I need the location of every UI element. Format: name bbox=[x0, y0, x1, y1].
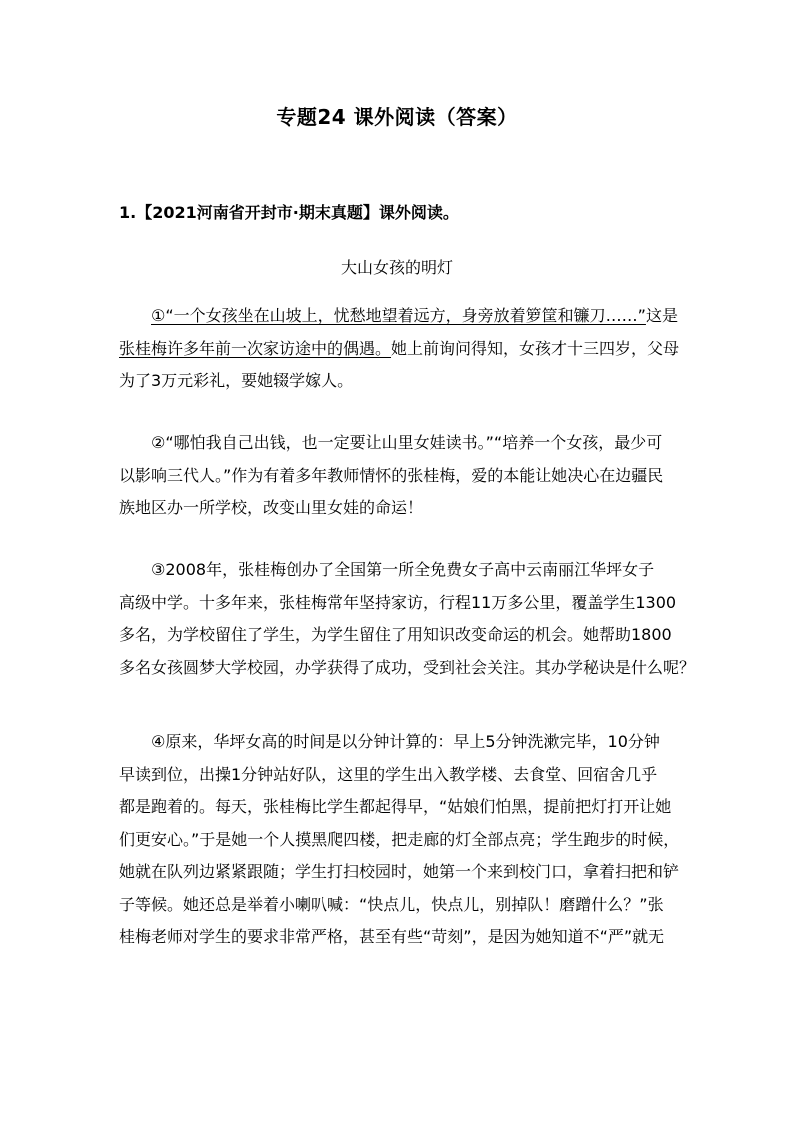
paragraph-line bbox=[119, 333, 681, 366]
paragraph-line: 都是跑着的。每天，张桂梅比学生都起得早，“姑娘们怕黑，提前把灯打开让她 bbox=[119, 797, 672, 816]
paragraph-3 bbox=[119, 554, 696, 684]
line-text: 这是 bbox=[645, 306, 678, 325]
paragraph-4 bbox=[119, 726, 681, 954]
paragraph-line: ③2008年，张桂梅创办了全国第一所全免费女子高中云南丽江华坪女子 bbox=[151, 560, 655, 579]
underlined-text: 张桂梅许多年前一次家访途中的偶遇。 bbox=[119, 338, 392, 358]
paragraph-line: 多名，为学校留住了学生，为学生留住了用知识改变命运的机会。她帮助1800 bbox=[119, 625, 672, 644]
paragraph-line bbox=[119, 300, 681, 333]
paragraph-line: 她就在队列边紧紧跟随；学生打扫校园时，她第一个来到校门口，拿着扫把和铲 bbox=[119, 862, 680, 881]
paragraph-2 bbox=[119, 427, 681, 525]
paragraph-line: 高级中学。十多年来，张桂梅常年坚持家访，行程11万多公里，覆盖学生1300 bbox=[119, 592, 677, 612]
paragraph-line: 们更安心。”于是她一个人摸黑爬四楼，把走廊的灯全部点亮；学生跑步的时候， bbox=[119, 829, 680, 849]
paragraph-line: 子等候。她还总是举着小喇叭喊：“快点儿，快点儿，别掉队！磨蹭什么？”张 bbox=[119, 894, 664, 914]
paragraph-1 bbox=[119, 300, 681, 398]
paragraph-line: ②“哪怕我自己出钱，也一定要让山里女娃读书。”“培养一个女孩，最少可 bbox=[151, 433, 663, 452]
line-text: 她上前询问得知，女孩才十三四岁，父母 bbox=[391, 338, 680, 358]
paragraph-line bbox=[119, 365, 681, 398]
document-title: 专题24 课外阅读（答案） bbox=[276, 105, 518, 129]
paragraph-line: 早读到位，出操1分钟站好队，这里的学生出入教学楼、去食堂、回宿舍几乎 bbox=[119, 764, 658, 784]
paragraph-line: 以影响三代人。”作为有着多年教师情怀的张桂梅，爱的本能让她决心在边疆民 bbox=[119, 465, 664, 485]
paragraph-line: 族地区办一所学校，改变山里女娃的命运！ bbox=[119, 498, 424, 517]
question-heading: 1.【2021河南省开封市·期末真题】课外阅读。 bbox=[119, 203, 459, 222]
article-title: 大山女孩的明灯 bbox=[340, 258, 453, 277]
underlined-text: ①“一个女孩坐在山坡上，忧愁地望着远方，身旁放着箩筐和镰刀……” bbox=[151, 306, 646, 325]
paragraph-line: 桂梅老师对学生的要求非常严格，甚至有些“苛刻”，是因为她知道不“严”就无 bbox=[119, 927, 665, 946]
paragraph-line: ④原来，华坪女高的时间是以分钟计算的：早上5分钟洗漱完毕，10分钟 bbox=[151, 732, 660, 751]
line-text: 为了3万元彩礼，要她辍学嫁人。 bbox=[119, 371, 354, 390]
paragraph-line: 多名女孩圆梦大学校园，办学获得了成功，受到社会关注。其办学秘诀是什么呢？ bbox=[119, 657, 696, 677]
